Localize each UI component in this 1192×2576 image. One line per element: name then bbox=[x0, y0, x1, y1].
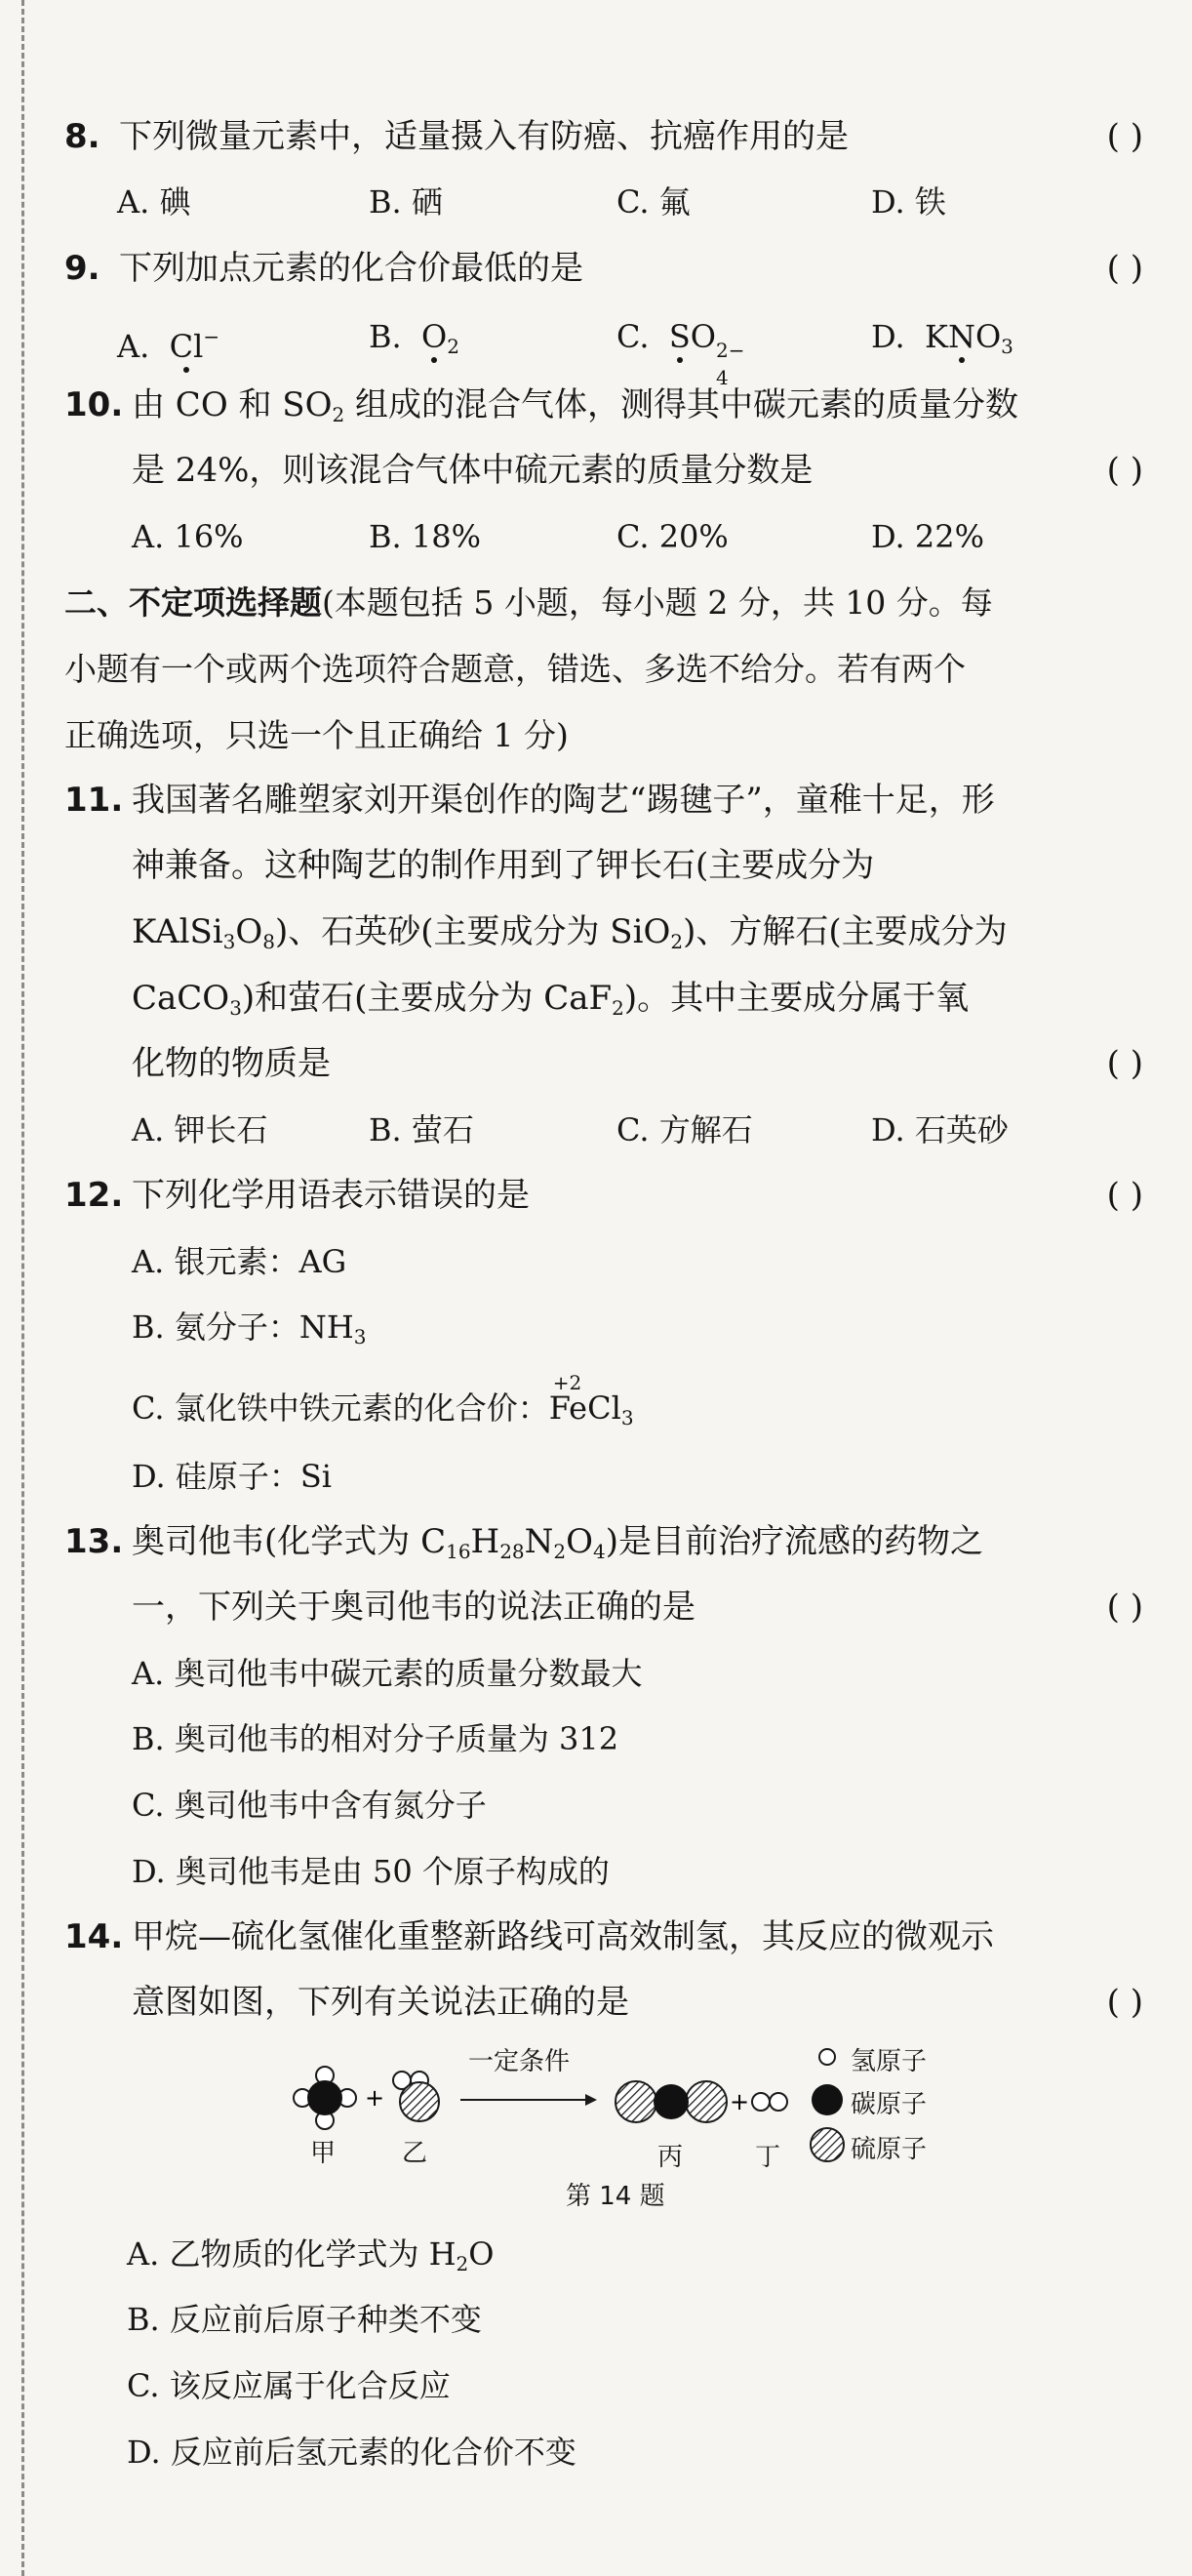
question-text: 下列微量元素中，适量摄入有防癌、抗癌作用的是 bbox=[119, 117, 849, 156]
hydrogen-molecule bbox=[752, 2093, 787, 2111]
answer-blank[interactable]: ( ) bbox=[1106, 249, 1143, 288]
option-b[interactable]: B. $O_2$ bbox=[369, 318, 459, 358]
question-text: 奥司他韦(化学式为 $C_{16}H_{28}N_2O_4$)是目前治疗流感的药物之 bbox=[132, 1522, 984, 1563]
question-number: 10. bbox=[64, 385, 124, 424]
reaction-condition: 一定条件 bbox=[468, 2047, 571, 2076]
option-a[interactable]: A. 乙物质的化学式为 $H_2O$ bbox=[127, 2235, 495, 2275]
question-8 bbox=[0, 112, 1192, 161]
question-9-options bbox=[0, 312, 1192, 389]
option-d[interactable]: D. 石英砂 bbox=[871, 1111, 1009, 1148]
option-d[interactable]: D. 奥司他韦是由 50 个原子构成的 bbox=[132, 1853, 610, 1890]
question-number: 9. bbox=[64, 249, 100, 288]
carbon-atom-icon bbox=[812, 2084, 843, 2115]
question-text: 神兼备。这种陶艺的制作用到了钾长石(主要成分为 bbox=[132, 846, 875, 885]
section-2-note: 小题有一个或两个选项符合题意，错选、多选不给分。若有两个 bbox=[64, 650, 966, 688]
option-c[interactable]: C. 20% bbox=[616, 518, 729, 555]
option-a[interactable]: A. 奥司他韦中碳元素的质量分数最大 bbox=[132, 1655, 643, 1692]
option-c[interactable]: C. SO 2− 4 bbox=[616, 318, 745, 389]
option-b[interactable]: B. 18% bbox=[369, 518, 481, 555]
label-jia: 甲 bbox=[310, 2139, 337, 2168]
option-a[interactable]: A. 碘 bbox=[117, 183, 191, 221]
legend-sulfur: 硫原子 bbox=[851, 2135, 928, 2164]
question-text: CaCO$_3$)和萤石(主要成分为 CaF$_2$)。其中主要成分属于氧 bbox=[132, 979, 970, 1020]
answer-blank[interactable]: ( ) bbox=[1106, 1044, 1143, 1083]
methane-molecule bbox=[294, 2067, 356, 2129]
question-text: 下列加点元素的化合价最低的是 bbox=[119, 249, 583, 288]
legend-carbon: 碳原子 bbox=[851, 2090, 928, 2119]
carbon-disulfide-molecule bbox=[616, 2081, 727, 2122]
option-b[interactable]: B. 硒 bbox=[369, 183, 443, 221]
question-12 bbox=[0, 1171, 1192, 1220]
figure-caption: 第 14 题 bbox=[566, 2182, 665, 2211]
option-b[interactable]: B. 萤石 bbox=[369, 1111, 474, 1148]
question-14-option-c bbox=[0, 2361, 1192, 2410]
legend-hydrogen: 氢原子 bbox=[851, 2047, 928, 2076]
section-title: 二、不定项选择题 bbox=[64, 584, 322, 622]
option-a[interactable]: A. Cl− bbox=[117, 325, 220, 365]
question-11 bbox=[0, 776, 1192, 825]
plus-sign: + bbox=[730, 2088, 750, 2115]
question-text: 是 24%，则该混合气体中硫元素的质量分数是 bbox=[132, 451, 814, 490]
option-a[interactable]: A. 钾长石 bbox=[132, 1111, 268, 1148]
hydrogen-atom-icon bbox=[819, 2049, 835, 2065]
question-text: 化物的物质是 bbox=[132, 1044, 331, 1083]
question-12-option-d bbox=[0, 1452, 1192, 1501]
question-text: 我国著名雕塑家刘开渠创作的陶艺“踢毽子”，童稚十足，形 bbox=[132, 781, 995, 820]
question-text: 一，下列关于奥司他韦的说法正确的是 bbox=[132, 1588, 695, 1627]
option-c[interactable]: C. 方解石 bbox=[616, 1111, 753, 1148]
answer-blank[interactable]: ( ) bbox=[1106, 1588, 1143, 1627]
question-10-cont bbox=[0, 446, 1192, 495]
option-b[interactable]: B. 反应前后原子种类不变 bbox=[127, 2301, 482, 2338]
question-13-option-b bbox=[0, 1714, 1192, 1763]
section-2-header: 二、不定项选择题(本题包括 5 小题，每小题 2 分，共 10 分。每 bbox=[64, 584, 993, 622]
question-number: 14. bbox=[64, 1917, 124, 1956]
question-12-option-a bbox=[0, 1237, 1192, 1286]
label-ding: 丁 bbox=[755, 2143, 781, 2172]
option-c[interactable]: C. 奥司他韦中含有氮分子 bbox=[132, 1787, 487, 1824]
question-13-option-d bbox=[0, 1847, 1192, 1896]
option-d[interactable]: D. 硅原子：Si bbox=[132, 1458, 333, 1495]
question-13-cont bbox=[0, 1583, 1192, 1631]
question-13-option-a bbox=[0, 1649, 1192, 1698]
plus-sign: + bbox=[365, 2084, 385, 2112]
question-14-option-a bbox=[0, 2230, 1192, 2278]
question-14 bbox=[0, 1912, 1192, 1961]
question-text: 由 CO 和 $SO_2$ 组成的混合气体，测得其中碳元素的质量分数 bbox=[132, 385, 1019, 426]
question-14-option-d bbox=[0, 2428, 1192, 2476]
answer-blank[interactable]: ( ) bbox=[1106, 1983, 1143, 2022]
label-yi: 乙 bbox=[402, 2139, 428, 2168]
question-11-cont bbox=[0, 974, 1192, 1023]
question-text: 意图如图，下列有关说法正确的是 bbox=[132, 1983, 629, 2022]
label-bing: 丙 bbox=[657, 2143, 684, 2172]
question-10-options bbox=[0, 512, 1192, 561]
question-14-option-b bbox=[0, 2295, 1192, 2344]
option-d[interactable]: D. $KNO_3$ bbox=[871, 318, 1013, 358]
question-number: 13. bbox=[64, 1522, 124, 1561]
question-11-cont bbox=[0, 841, 1192, 890]
question-9 bbox=[0, 244, 1192, 293]
option-a[interactable]: A. 16% bbox=[132, 518, 244, 555]
question-number: 12. bbox=[64, 1176, 124, 1215]
option-c[interactable]: C. 氟 bbox=[616, 183, 691, 221]
option-d[interactable]: D. 反应前后氢元素的化合价不变 bbox=[127, 2434, 576, 2471]
question-text: 甲烷—硫化氢催化重整新路线可高效制氢，其反应的微观示 bbox=[132, 1917, 994, 1956]
option-d[interactable]: D. 铁 bbox=[871, 183, 946, 221]
answer-blank[interactable]: ( ) bbox=[1106, 451, 1143, 490]
question-text: $KAlSi_3O_8$)、石英砂(主要成分为 SiO$_2$)、方解石(主要成分为 bbox=[132, 912, 1008, 953]
question-11-options bbox=[0, 1106, 1192, 1154]
question-10 bbox=[0, 381, 1192, 429]
option-c[interactable]: C. 该反应属于化合反应 bbox=[127, 2367, 451, 2404]
reaction-diagram bbox=[283, 2039, 985, 2234]
question-12-option-c bbox=[0, 1371, 1192, 1432]
question-text: 下列化学用语表示错误的是 bbox=[132, 1176, 530, 1215]
question-13 bbox=[0, 1517, 1192, 1566]
reaction-arrow bbox=[460, 2094, 597, 2106]
question-number: 8. bbox=[64, 117, 100, 156]
option-b[interactable]: B. 氨分子：$NH_3$ bbox=[132, 1308, 367, 1348]
question-number: 11. bbox=[64, 781, 124, 820]
option-a[interactable]: A. 银元素：AG bbox=[132, 1243, 347, 1280]
question-11-cont bbox=[0, 907, 1192, 956]
question-13-option-c bbox=[0, 1781, 1192, 1830]
section-2-note: 正确选项，只选一个且正确给 1 分) bbox=[64, 716, 569, 754]
option-d[interactable]: D. 22% bbox=[871, 518, 984, 555]
option-b[interactable]: B. 奥司他韦的相对分子质量为 312 bbox=[132, 1720, 619, 1757]
hydrogen-sulfide-molecule bbox=[393, 2072, 439, 2121]
question-8-options bbox=[0, 178, 1192, 226]
answer-blank[interactable]: ( ) bbox=[1106, 1176, 1143, 1215]
question-14-cont bbox=[0, 1978, 1192, 2027]
question-12-option-b bbox=[0, 1303, 1192, 1351]
option-c[interactable]: C. 氯化铁中铁元素的化合价： +2 FeCl$_3$ bbox=[132, 1371, 634, 1429]
question-11-cont bbox=[0, 1039, 1192, 1088]
sulfur-atom-icon bbox=[811, 2128, 844, 2161]
answer-blank[interactable]: ( ) bbox=[1106, 117, 1143, 156]
